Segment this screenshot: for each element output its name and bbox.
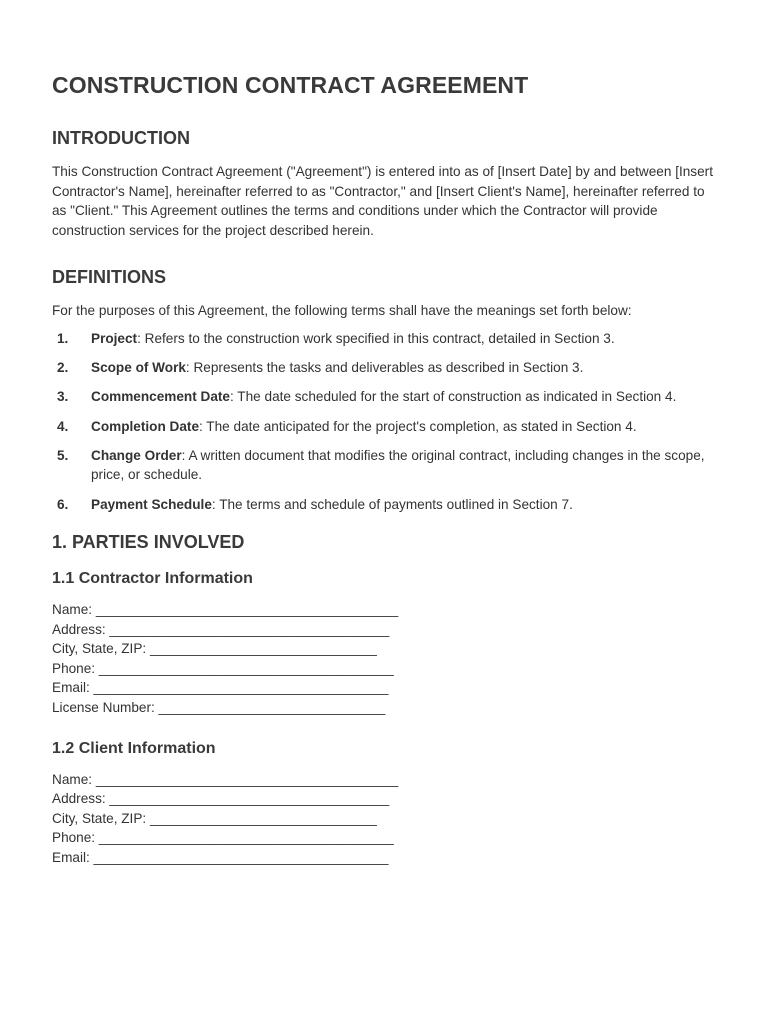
definition-term: Commencement Date xyxy=(91,389,230,405)
definition-number: 1. xyxy=(57,330,69,346)
definition-item xyxy=(52,495,718,515)
contractor-email-field: Email: _______________________________________ xyxy=(52,680,389,696)
definition-item xyxy=(52,417,718,437)
client-phone-field: Phone: _______________________________________ xyxy=(52,830,394,846)
contractor-city-field: City, State, ZIP: ______________________________ xyxy=(52,641,377,657)
client-info-block xyxy=(52,738,718,868)
definition-text: : A written document that modifies the original contract, including changes in the scope, price, or schedule. xyxy=(91,447,705,483)
introduction-text: This Construction Contract Agreement ("Agreement") is entered into as of [Insert Date] by and between [Insert Contractor's Name], hereinafter referred to as "Contractor," and [Insert Client's Name], hereinafter referred to as "Client." This Agreement outlines the terms and conditions under which the Contractor will provide construction services for the project described herein. xyxy=(52,164,713,238)
definition-text: : The date anticipated for the project's completion, as stated in Section 4. xyxy=(199,418,637,434)
definition-number: 2. xyxy=(57,360,69,376)
definition-term: Project xyxy=(91,330,138,346)
client-address-field: Address: _____________________________________ xyxy=(52,791,390,807)
definition-item xyxy=(52,387,718,407)
definitions-section xyxy=(52,265,718,514)
definition-item xyxy=(52,329,718,349)
definition-text: : Refers to the construction work specified in this contract, detailed in Section 3. xyxy=(137,330,615,346)
introduction-heading: INTRODUCTION xyxy=(52,128,190,148)
definition-text: : The date scheduled for the start of construction as indicated in Section 4. xyxy=(230,389,677,405)
introduction-section xyxy=(52,126,718,240)
client-email-field: Email: _______________________________________ xyxy=(52,850,389,866)
contractor-address-field: Address: _____________________________________ xyxy=(52,621,390,637)
definition-term: Scope of Work xyxy=(91,360,186,376)
definitions-heading: DEFINITIONS xyxy=(52,267,167,288)
definition-text: : The terms and schedule of payments outlined in Section 7. xyxy=(211,496,573,512)
contractor-info-block xyxy=(52,568,718,718)
definitions-list xyxy=(52,329,718,514)
definitions-lead: For the purposes of this Agreement, the following terms shall have the meanings set forth below: xyxy=(52,303,632,319)
definition-number: 6. xyxy=(57,496,69,512)
definition-number: 4. xyxy=(57,418,69,434)
definition-term: Payment Schedule xyxy=(91,496,212,512)
definition-number: 5. xyxy=(57,447,69,463)
contractor-phone-field: Phone: _______________________________________ xyxy=(52,660,394,676)
document-title: CONSTRUCTION CONTRACT AGREEMENT xyxy=(52,72,529,98)
definition-number: 3. xyxy=(57,389,69,405)
definition-term: Change Order xyxy=(91,447,182,463)
client-city-field: City, State, ZIP: ______________________________ xyxy=(52,810,377,826)
contractor-name-field: Name: ________________________________________ xyxy=(52,602,399,618)
parties-section xyxy=(52,530,718,868)
definition-item xyxy=(52,358,718,378)
definition-item xyxy=(52,446,718,485)
definition-term: Completion Date xyxy=(91,418,199,434)
definition-text: : Represents the tasks and deliverables as described in Section 3. xyxy=(185,360,584,376)
client-name-field: Name: ________________________________________ xyxy=(52,771,399,787)
client-info-heading: 1.2 Client Information xyxy=(52,739,216,757)
contractor-info-heading: 1.1 Contractor Information xyxy=(52,570,253,588)
parties-heading: 1. PARTIES INVOLVED xyxy=(52,532,245,553)
contractor-license-field: License Number: ______________________________ xyxy=(52,700,386,716)
